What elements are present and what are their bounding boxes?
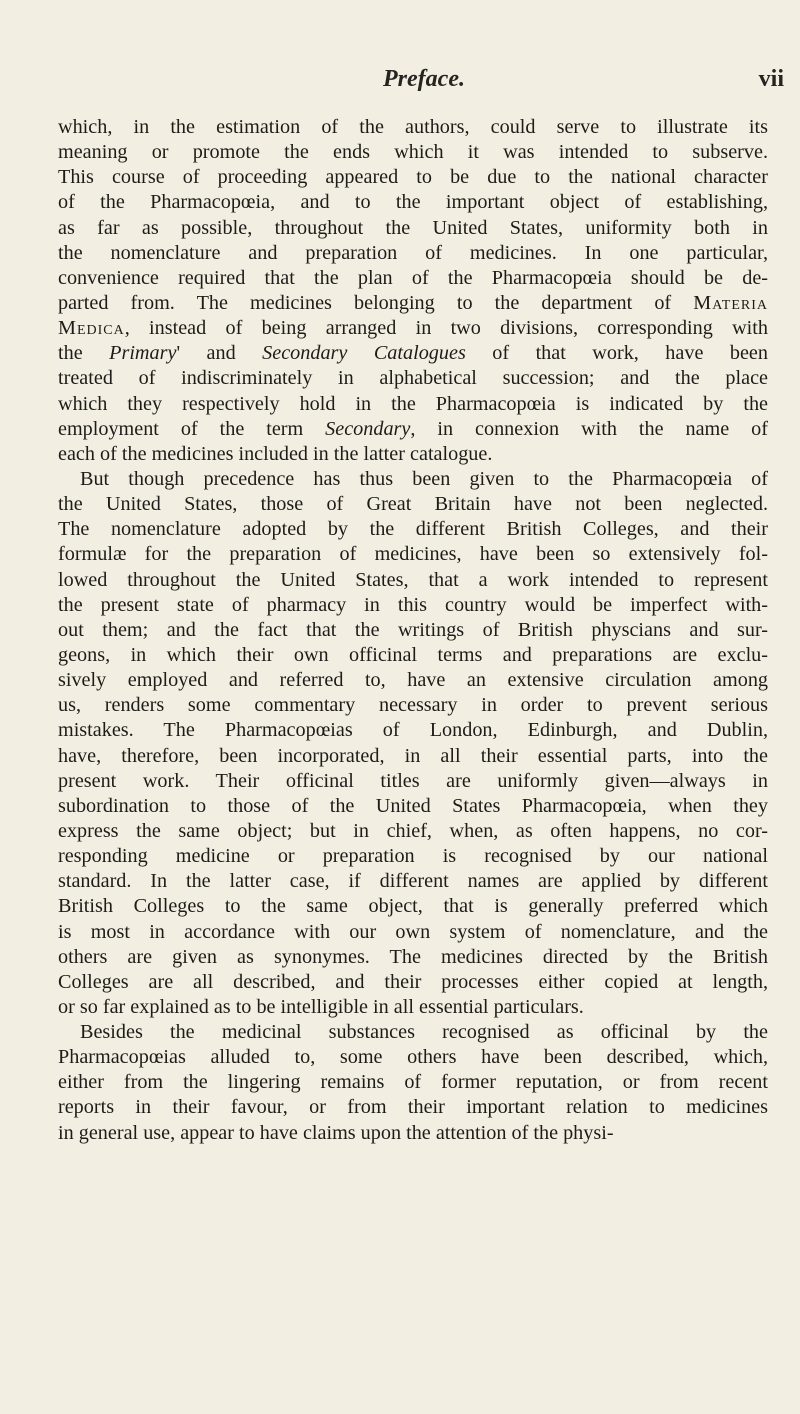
text-line xyxy=(58,216,768,241)
text-run: each of the medicines included in the latter catalogue. xyxy=(58,442,493,465)
text-line xyxy=(58,618,768,643)
text-run: the United States, those of Great Britain have not been neglected. xyxy=(58,493,768,516)
text-run: Colleges are all described, and their processes either copied at length, xyxy=(58,970,768,993)
text-run: which they respectively hold in the Pharmacopœia is indicated by the xyxy=(58,392,768,415)
text-run: Secondary xyxy=(325,417,411,440)
text-run: or so far explained as to be intelligible in all essential particulars. xyxy=(58,995,584,1018)
text-line xyxy=(58,140,768,165)
text-line xyxy=(58,366,768,391)
text-line xyxy=(58,341,768,366)
text-run: lowed throughout the United States, that a work intended to represent xyxy=(58,568,768,591)
running-head xyxy=(58,66,790,96)
text-run: treated of indiscriminately in alphabetical succession; and the place xyxy=(58,367,768,390)
text-line xyxy=(58,945,768,970)
text-line xyxy=(58,492,768,517)
text-line xyxy=(58,593,768,618)
text-line xyxy=(58,744,768,769)
text-run: standard. In the latter case, if different names are applied by different xyxy=(58,870,768,893)
text-run: sively employed and referred to, have an extensive circulation among xyxy=(58,669,768,692)
text-line xyxy=(58,442,768,467)
text-line xyxy=(58,894,768,919)
text-line xyxy=(58,1045,768,1070)
text-run: present work. Their officinal titles are uniformly given—always in xyxy=(58,769,768,792)
text-run: But though precedence has thus been given to the Pharmacopœia of xyxy=(80,467,768,490)
text-line xyxy=(58,668,768,693)
text-line xyxy=(58,769,768,794)
text-line xyxy=(58,417,768,442)
text-run: meaning or promote the ends which it was intended to subserve. xyxy=(58,141,768,164)
text-run: Materia xyxy=(693,291,768,314)
text-run: us, renders some commentary necessary in order to prevent serious xyxy=(58,694,768,717)
text-line xyxy=(58,266,768,291)
text-line xyxy=(58,568,768,593)
text-line xyxy=(58,869,768,894)
text-run: the nomenclature and preparation of medicines. In one particular, xyxy=(58,241,768,264)
text-line xyxy=(58,316,768,341)
text-line xyxy=(58,693,768,718)
text-run: others are given as synonymes. The medicines directed by the British xyxy=(58,945,768,968)
text-run: either from the lingering remains of former reputation, or from recent xyxy=(58,1071,768,1094)
text-run: geons, in which their own officinal terms and preparations are exclu- xyxy=(58,643,768,666)
text-line xyxy=(58,819,768,844)
text-run: This course of proceeding appeared to be due to the national character xyxy=(58,166,768,189)
text-run: employment of the term xyxy=(58,417,326,440)
text-line xyxy=(58,1070,768,1095)
text-run: is most in accordance with our own system of nomenclature, and the xyxy=(58,920,768,943)
text-run: Medica xyxy=(58,317,125,340)
text-line xyxy=(58,1095,768,1120)
page-number: vii xyxy=(758,66,784,92)
text-run: , instead of being arranged in two divisions, corresponding with xyxy=(124,317,768,340)
text-line xyxy=(58,241,768,266)
text-run: ' and xyxy=(176,342,263,365)
text-run: as far as possible, throughout the United States, uniformity both in xyxy=(58,216,768,239)
text-run: Besides the medicinal substances recognised as officinal by the xyxy=(80,1021,768,1044)
text-line xyxy=(58,542,768,567)
text-run: Pharmacopœias alluded to, some others have been described, which, xyxy=(58,1046,768,1069)
text-line xyxy=(58,165,768,190)
text-line xyxy=(58,1121,768,1146)
text-run: Primary xyxy=(109,342,177,365)
text-run: out them; and the fact that the writings of British physcians and sur- xyxy=(58,618,768,641)
text-run: responding medicine or preparation is recognised by our national xyxy=(58,845,768,868)
text-run: reports in their favour, or from their important relation to medicines xyxy=(58,1096,768,1119)
text-line xyxy=(58,920,768,945)
text-line xyxy=(58,970,768,995)
text-line xyxy=(58,115,768,140)
text-line xyxy=(58,643,768,668)
text-run: parted from. The medicines belonging to the department of xyxy=(58,291,694,314)
text-line xyxy=(58,718,768,743)
text-run: convenience required that the plan of the Pharmacopœia should be de- xyxy=(58,266,768,289)
text-run: the present state of pharmacy in this country would be imperfect with- xyxy=(58,593,768,616)
text-run: , in connexion with the name of xyxy=(410,417,768,440)
text-run: in general use, appear to have claims upon the attention of the physi- xyxy=(58,1121,614,1144)
running-title: Preface. xyxy=(383,66,465,92)
text-run: subordination to those of the United States Pharmacopœia, when they xyxy=(58,794,768,817)
body-text xyxy=(58,115,768,1146)
text-line xyxy=(58,1020,768,1045)
text-run: the xyxy=(58,342,110,365)
text-line xyxy=(58,467,768,492)
text-line xyxy=(58,190,768,215)
text-run: The nomenclature adopted by the different British Colleges, and their xyxy=(58,518,768,541)
text-run: of the Pharmacopœia, and to the important object of establishing, xyxy=(58,191,768,214)
text-run: mistakes. The Pharmacopœias of London, Edinburgh, and Dublin, xyxy=(58,719,768,742)
text-run: British Colleges to the same object, that is generally preferred which xyxy=(58,895,768,918)
text-run: which, in the estimation of the authors, could serve to illustrate its xyxy=(58,116,768,138)
text-run: of that work, have been xyxy=(465,342,768,365)
text-line xyxy=(58,995,768,1020)
text-run: express the same object; but in chief, when, as often happens, no cor- xyxy=(58,819,768,842)
text-line xyxy=(58,517,768,542)
text-run: Secondary Catalogues xyxy=(262,342,466,365)
text-line xyxy=(58,392,768,417)
text-line xyxy=(58,291,768,316)
text-run: formulæ for the preparation of medicines, have been so extensively fol- xyxy=(58,543,768,566)
text-line xyxy=(58,844,768,869)
text-run: have, therefore, been incorporated, in all their essential parts, into the xyxy=(58,744,768,767)
text-line xyxy=(58,794,768,819)
